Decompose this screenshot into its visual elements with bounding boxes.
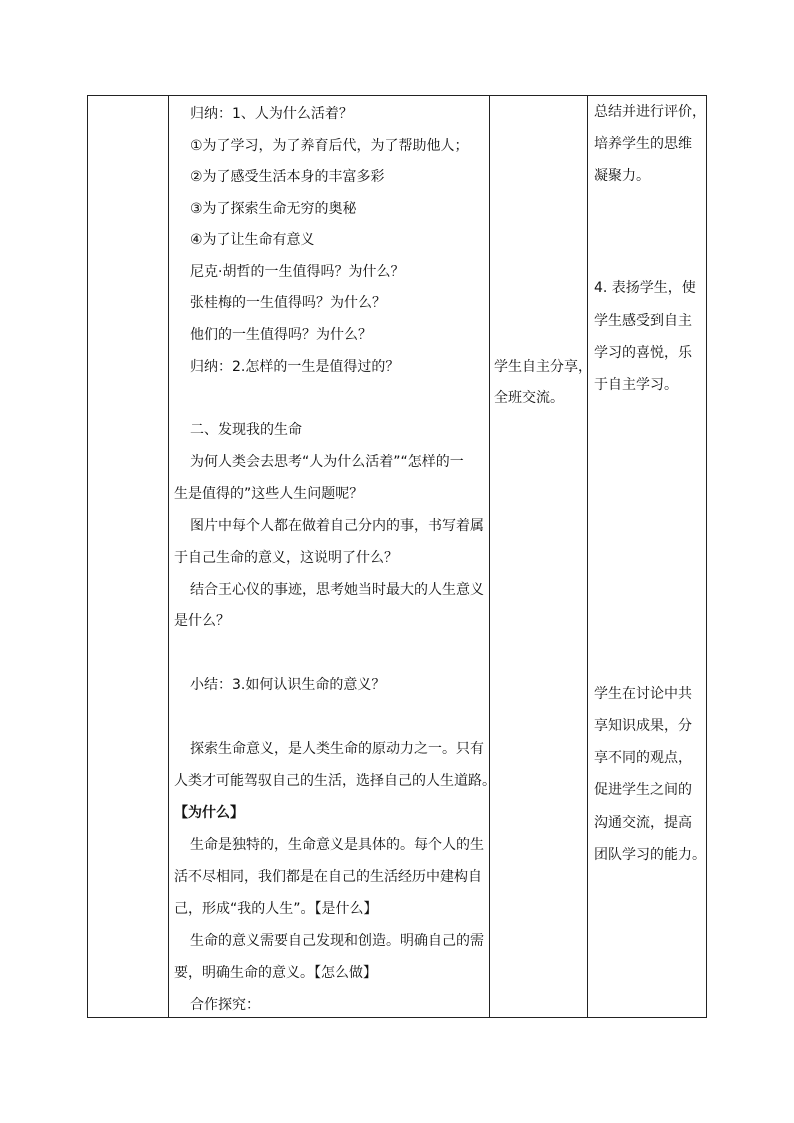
- paragraph-line: 人类才可能驾驭自己的生活，选择自己的人生道路。: [174, 773, 496, 789]
- intent-line: 学生感受到自主: [594, 313, 692, 329]
- summary-heading-1: 归纳：1、人为什么活着？: [190, 106, 353, 122]
- paragraph-line: 结合王心仪的事迹，思考她当时最大的人生意义: [190, 582, 484, 598]
- student-activity-line: 全班交流。: [494, 390, 564, 406]
- paragraph-line: 活不尽相同，我们都是在自己的生活经历中建构自: [174, 869, 482, 885]
- paragraph-line: 是什么？: [174, 613, 230, 629]
- intent-line: 学生在讨论中共: [594, 686, 692, 702]
- paragraph-line: 于自己生命的意义，这说明了什么？: [174, 550, 398, 566]
- paragraph-line: 生是值得的”这些人生问题呢？: [174, 486, 364, 502]
- intent-line: 促进学生之间的: [594, 782, 692, 798]
- paragraph-line: 己，形成“我的人生”。【是什么】: [174, 901, 378, 917]
- paragraph-line: 要，明确生命的意义。【怎么做】: [174, 965, 377, 981]
- reason-item: ③为了探索生命无穷的奥秘: [190, 201, 357, 217]
- intent-line: 4. 表扬学生，使: [594, 280, 696, 296]
- reason-item: ②为了感受生活本身的丰富多彩: [190, 169, 385, 185]
- section-heading: 二、发现我的生命: [190, 422, 302, 438]
- intent-line: 学习的喜悦，乐: [594, 345, 692, 361]
- paragraph-line: 为何人类会去思考“人为什么活着”“怎样的一: [190, 454, 464, 470]
- intent-line: 沟通交流，提高: [594, 815, 692, 831]
- paragraph-line: 生命是独特的，生命意义是具体的。每个人的生: [190, 837, 484, 853]
- summary-heading-2: 归纳：2.怎样的一生是值得过的？: [190, 359, 400, 375]
- intent-line: 凝聚力。: [594, 168, 650, 184]
- lesson-table: [87, 95, 707, 1018]
- reason-item: ①为了学习，为了养育后代，为了帮助他人；: [190, 138, 469, 154]
- paragraph-line: 探索生命意义，是人类生命的原动力之一。只有: [190, 741, 484, 757]
- question-line: 张桂梅的一生值得吗？为什么？: [190, 295, 386, 311]
- reason-item: ④为了让生命有意义: [190, 232, 315, 248]
- student-activity-cell: [490, 96, 592, 1017]
- stage-cell: [88, 96, 168, 1017]
- paragraph-line: 图片中每个人都在做着自己分内的事，书写着属: [190, 518, 484, 534]
- question-line: 尼克·胡哲的一生值得吗？为什么？: [190, 264, 405, 280]
- design-intent-cell: [588, 96, 707, 1017]
- why-label: 【为什么】: [174, 805, 244, 821]
- intent-line: 享不同的观点，: [594, 750, 692, 766]
- summary-heading-3: 小结：3.如何认识生命的意义？: [190, 677, 386, 693]
- intent-line: 培养学生的思维: [594, 136, 692, 152]
- question-line: 他们的一生值得吗？为什么？: [190, 327, 372, 343]
- student-activity-line: 学生自主分享，: [494, 359, 592, 375]
- paragraph-line: 生命的意义需要自己发现和创造。明确自己的需: [190, 933, 484, 949]
- intent-line: 享知识成果，分: [594, 718, 692, 734]
- intent-line: 总结并进行评价，: [594, 104, 706, 120]
- cooperative-inquiry-label: 合作探究：: [190, 997, 260, 1013]
- teacher-activity-cell: [169, 96, 496, 1017]
- intent-line: 团队学习的能力。: [594, 847, 706, 863]
- intent-line: 于自主学习。: [594, 377, 678, 393]
